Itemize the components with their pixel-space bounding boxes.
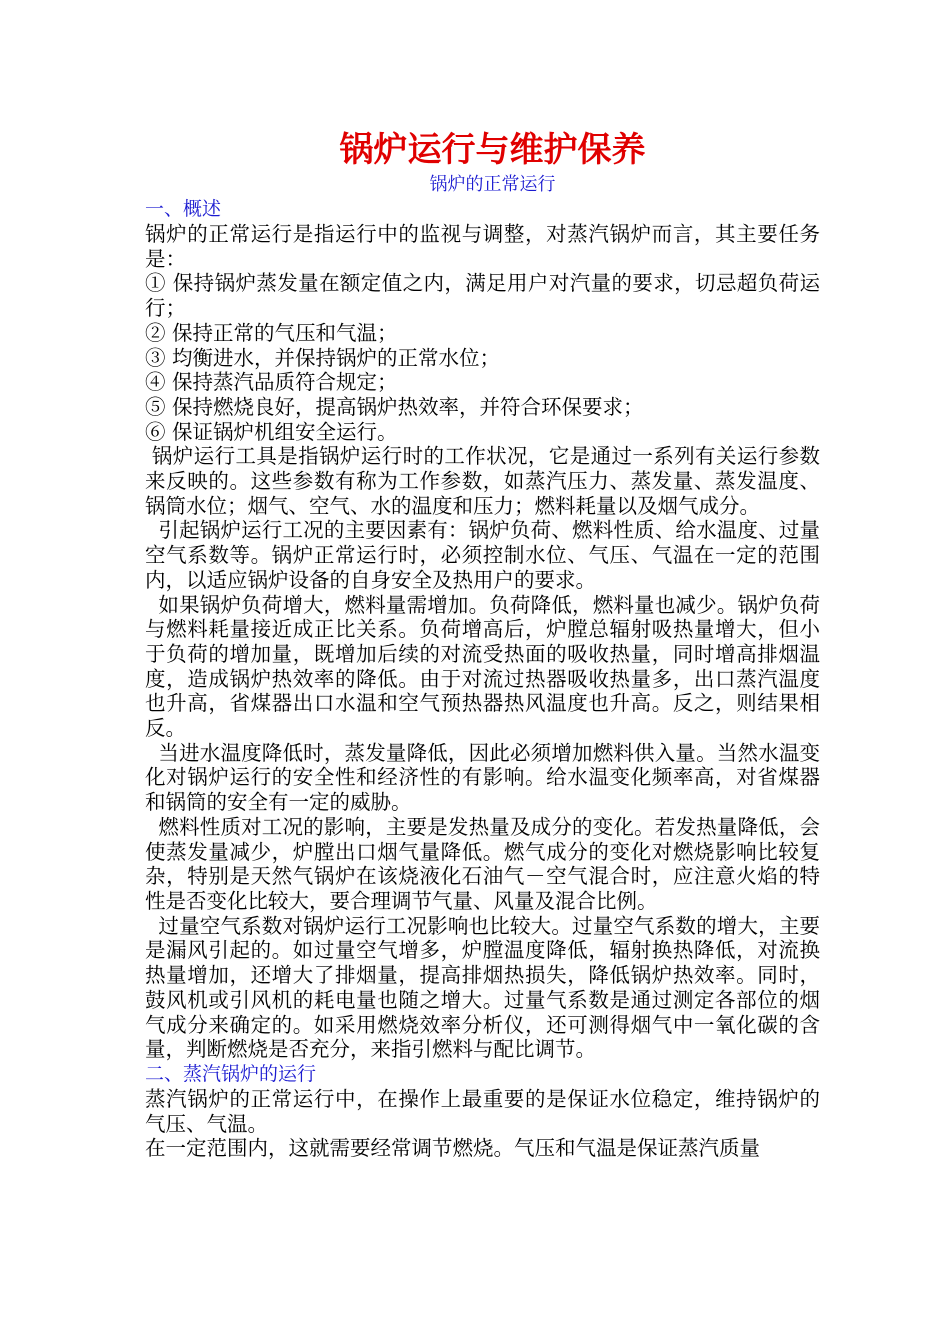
section1-paragraph-2: 引起锅炉运行工况的主要因素有：锅炉负荷、燃料性质、给水温度、过量空气系数等。锅炉正常运行时，必须控制水位、气压、气温在一定的范围内，以适应锅炉设备的自身安全及热用户的要求。 xyxy=(145,518,820,592)
task-item-2: ② 保持正常的气压和气温； xyxy=(145,320,398,345)
section1-paragraph-5: 燃料性质对工况的影响，主要是发热量及成分的变化。若发热量降低，会使蒸发量减少，炉膛出口烟气量降低。燃气成分的变化对燃烧影响比较复杂，特别是天然气锅炉在该烧液化石油气－空气混合时，应注意火焰的特性是否变化比较大，要合理调节气量、风量及混合比例。 xyxy=(145,814,820,913)
doc-title: 锅炉运行与维护保养 xyxy=(339,130,646,170)
section1-intro: 锅炉的正常运行是指运行中的监视与调整，对蒸汽锅炉而言，其主要任务是： xyxy=(145,222,820,271)
section2-paragraph-1: 蒸汽锅炉的正常运行中，在操作上最重要的是保证水位稳定，维持锅炉的气压、气温。 xyxy=(145,1086,820,1136)
task-item-3: ③ 均衡进水，并保持锅炉的正常水位； xyxy=(145,345,501,370)
task-item-6: ⑥ 保证锅炉机组安全运行。 xyxy=(145,419,398,444)
section1-paragraph-3: 如果锅炉负荷增大，燃料量需增加。负荷降低，燃料量也减少。锅炉负荷与燃料耗量接近成正比关系。负荷增高后，炉膛总辐射吸热量增大，但小于负荷的增加量，既增加后续的对流受热面的吸收热量，同时增高排烟温度，造成锅炉热效率的降低。由于对流过热器吸收热量多，出口蒸汽温度也升高，省煤器出口水温和空气预热器热风温度也升高。反之，则结果相反。 xyxy=(145,592,820,741)
document-page xyxy=(145,128,820,1161)
task-item-5: ⑤ 保持燃烧良好，提高锅炉热效率，并符合环保要求； xyxy=(145,394,644,419)
section1-paragraph-6: 过量空气系数对锅炉运行工况影响也比较大。过量空气系数的增大，主要是漏风引起的。如过量空气增多，炉膛温度降低，辐射换热降低，对流换热量增加，还增大了排烟量，提高排烟热损失，降低锅炉热效率。同时，鼓风机或引风机的耗电量也随之增大。过量气系数是通过测定各部位的烟气成分来确定的。如采用燃烧效率分析仪，还可测得烟气中一氧化碳的含量，判断燃烧是否充分，来指引燃料与配比调节。 xyxy=(145,913,820,1062)
section2-heading: 二、蒸汽锅炉的运行 xyxy=(145,1062,317,1085)
task-item-4: ④ 保持蒸汽品质符合规定； xyxy=(145,370,398,395)
section1-paragraph-4: 当进水温度降低时，蒸发量降低，因此必须增加燃料供入量。当然水温变化对锅炉运行的安全性和经济性的有影响。给水温变化频率高，对省煤器和锅筒的安全有一定的威胁。 xyxy=(145,740,820,815)
section2-paragraph-2: 在一定范围内，这就需要经常调节燃烧。气压和气温是保证蒸汽质量 xyxy=(145,1136,760,1161)
task-item-1: ① 保持锅炉蒸发量在额定值之内，满足用户对汽量的要求，切忌超负荷运行； xyxy=(145,271,820,321)
section1-paragraph-1: 锅炉运行工具是指锅炉运行时的工作状况，它是通过一系列有关运行参数来反映的。这些参数有称为工作参数，如蒸汽压力、蒸发量、蒸发温度、锅筒水位；烟气、空气、水的温度和压力；燃料耗量以及烟气成分。 xyxy=(145,444,820,518)
doc-subtitle: 锅炉的正常运行 xyxy=(429,174,556,195)
section1-heading: 一、概述 xyxy=(145,198,222,220)
